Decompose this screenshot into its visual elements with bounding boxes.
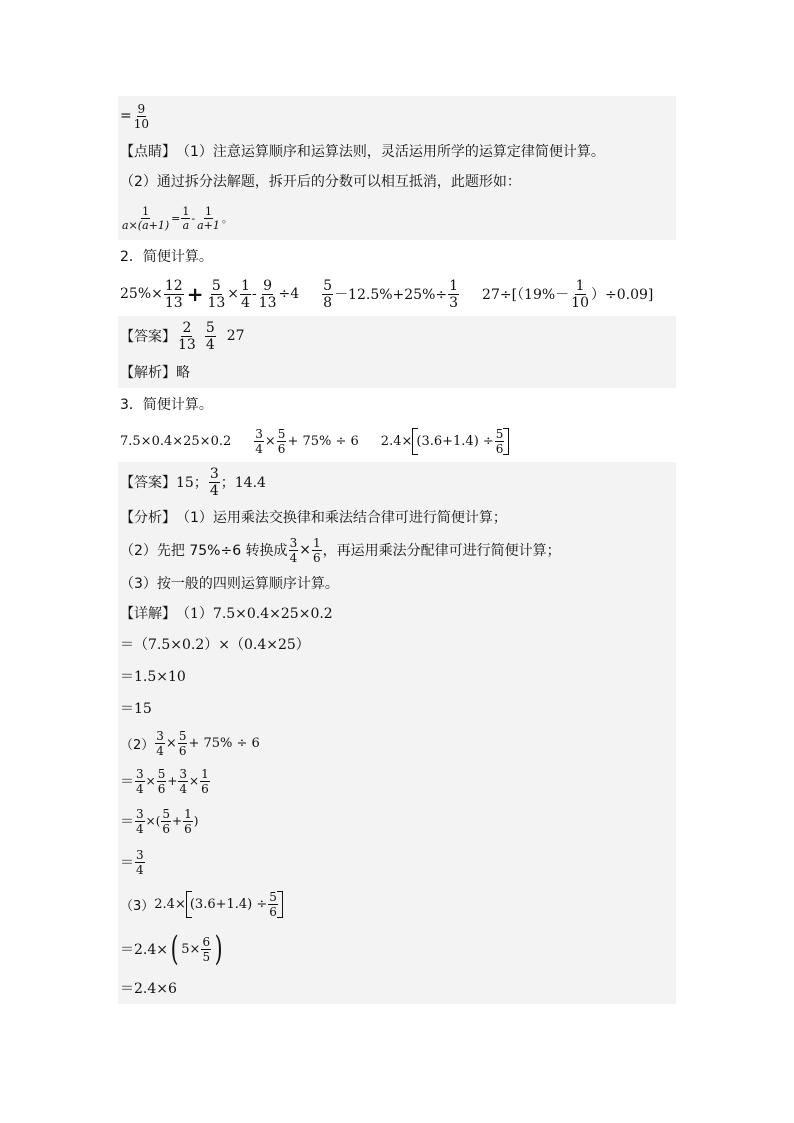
fenxi-line-1 [118, 502, 676, 532]
q2-e1-frac-2 [206, 279, 226, 310]
q2-ans-frac-1 [177, 321, 197, 352]
q3-e1: 7.5×0.4×25×0.2 [120, 433, 232, 449]
q3-e3-inner: (3.6+1.4) ÷ [416, 433, 494, 449]
xj5-end: + 75% ÷ 6 [188, 735, 260, 751]
frac-num: 3 [179, 766, 188, 781]
xiangjie-line-6 [118, 762, 676, 800]
frac-den: 6 [312, 550, 321, 565]
q2-e1-frac-4 [258, 279, 278, 310]
xj10-frac [201, 936, 211, 963]
xj5-frac-2 [178, 730, 188, 757]
q3-e3-a: 2.4× [380, 433, 413, 449]
q3-title-text: 3．简便计算。 [120, 397, 213, 413]
q3-ans-frac [209, 467, 220, 498]
q2-e3-a: 27÷[（19%－ [482, 287, 570, 303]
frac-num: 3 [255, 426, 263, 441]
q3-ans-a: 15； [176, 475, 208, 491]
frac-num: 6 [202, 934, 211, 949]
q3-e2-frac-1 [254, 428, 264, 455]
q2-e1-times: × [227, 286, 240, 302]
frac-num: 5 [178, 728, 187, 743]
result-line [118, 96, 676, 136]
frac-den: 6 [178, 743, 187, 758]
result-eq: = [120, 108, 132, 124]
q3-e2-times: × [264, 433, 276, 449]
xj9-a: （3） [120, 898, 155, 914]
xj9-b: 2.4× [154, 896, 186, 912]
frac-den: 4 [156, 743, 164, 758]
xj8-frac [135, 849, 145, 876]
frac-num: 2 [182, 319, 192, 336]
frac-den: 5 [202, 949, 211, 964]
q2-title [118, 240, 676, 272]
xiangjie-line-11 [118, 972, 676, 1004]
xj10-paren [168, 929, 225, 969]
frac-den: 4 [136, 862, 144, 877]
frac-den: 13 [207, 294, 226, 311]
q3-title [118, 388, 676, 420]
frac-num: 9 [137, 101, 146, 116]
q2-ans-frac-2 [205, 321, 216, 352]
frac-den: 10 [571, 294, 589, 311]
q3-e2-end: + 75% ÷ 6 [287, 433, 359, 449]
frac-den: 6 [201, 781, 209, 796]
q3-e3-frac [495, 428, 505, 455]
xj2: ＝（7.5×0.2）×（0.4×25） [120, 637, 310, 653]
frac-den: 3 [449, 294, 459, 311]
dianjing-line-1 [118, 136, 676, 166]
xj7-a: ×( [145, 814, 161, 828]
frac-den: 4 [205, 336, 215, 353]
left-paren: ( [170, 929, 179, 969]
frac-num: 1 [184, 806, 192, 821]
fenxi-1: （1）运用乘法交换律和乘法结合律可进行简便计算； [176, 510, 507, 526]
frac-num: 1 [204, 204, 212, 218]
xj6-frac-3 [178, 768, 188, 795]
frac-num: 3 [136, 806, 144, 821]
frac-num: 3 [136, 766, 144, 781]
frac-den: 6 [277, 441, 286, 456]
formula-line [118, 196, 676, 240]
xiangjie-line-10 [118, 926, 676, 972]
q2-answer-tag: 【答案】 [120, 329, 176, 345]
xj7-frac-1 [135, 808, 145, 835]
fenxi-line-2 [118, 532, 676, 568]
frac-den: 10 [133, 116, 150, 131]
frac-den: 8 [323, 294, 333, 311]
xj1: （1）7.5×0.4×25×0.2 [176, 606, 333, 622]
xj10-eq: ＝2.4× [120, 942, 168, 958]
frac-num: 3 [289, 535, 298, 550]
q3-e2-frac-2 [277, 428, 287, 455]
frac-den: 4 [136, 821, 144, 836]
frac-num: 3 [209, 465, 219, 482]
q2-e3-frac [570, 279, 590, 310]
xj10-inner: 5× [181, 941, 201, 957]
frac-num: 1 [241, 277, 250, 294]
frac-den: 4 [209, 482, 219, 499]
q2-e2-mid: －12.5%+25%÷ [334, 287, 448, 303]
frac-den: 4 [241, 294, 250, 311]
xj4: ＝15 [120, 701, 152, 717]
xj6-eq: ＝ [120, 774, 134, 790]
q3-expressions [118, 420, 676, 462]
fenxi-frac-1 [289, 537, 299, 564]
q2-e2-frac-2 [448, 279, 459, 310]
xj5-a: （2） [120, 737, 155, 753]
xiangjie-line-9 [118, 882, 676, 926]
fenxi-frac-2 [312, 537, 322, 564]
fenxi-2a: （2）先把 75%÷6 转换成 [120, 543, 288, 559]
q2-e1-frac-3 [240, 279, 251, 310]
xj5-frac-1 [155, 730, 165, 757]
xj9-bracket [186, 891, 283, 918]
frac-num: 1 [312, 535, 321, 550]
fenxi-tag: 【分析】 [120, 510, 176, 526]
frac-num: 1 [142, 204, 150, 218]
formula-minus: - [191, 211, 196, 225]
q2-e2-frac-1 [322, 279, 333, 310]
frac-num: 5 [211, 277, 221, 294]
fenxi-line-3 [118, 568, 676, 598]
q2-jiexi-text: 略 [176, 365, 190, 381]
frac-den: a+1 [197, 218, 220, 232]
xj9-inner: (3.6+1.4) ÷ [189, 896, 268, 912]
formula-frac-3 [196, 206, 221, 231]
q2-title-text: 2．简便计算。 [120, 249, 213, 265]
xj7-frac-3 [183, 808, 193, 835]
frac-den: 6 [184, 821, 192, 836]
xj5-times: × [165, 735, 177, 751]
frac-num: 1 [449, 277, 459, 294]
frac-den: a×(a+1) [122, 218, 170, 232]
q3-e3-bracket [412, 428, 509, 455]
q3-answer [118, 462, 676, 502]
xiangjie-line-5 [118, 724, 676, 762]
q2-ans-3: 27 [226, 328, 245, 344]
frac-den: 6 [495, 441, 504, 456]
xiangjie-line-7 [118, 800, 676, 842]
formula-eq: = [171, 211, 181, 225]
result-fraction [133, 103, 150, 130]
fenxi-times: × [299, 542, 311, 558]
xj6-plus: + [167, 774, 178, 788]
dianjing-text: （1）注意运算顺序和运算法则，灵活运用所学的运算定律简便计算。 [176, 144, 605, 160]
xj6-frac-4 [200, 768, 210, 795]
q2-jiexi [118, 356, 676, 388]
frac-den: 4 [289, 550, 298, 565]
xj6-frac-1 [135, 768, 145, 795]
q2-jiexi-tag: 【解析】 [120, 365, 176, 381]
xiangjie-line-2 [118, 628, 676, 660]
q2-e1-a: 25%× [120, 286, 163, 302]
q2-e1-minus: - [251, 286, 257, 302]
xiangjie-line-4 [118, 692, 676, 724]
frac-den: 6 [269, 904, 277, 919]
dianjing-text-2: （2）通过拆分法解题，拆开后的分数可以相互抵消，此题形如： [120, 174, 521, 190]
xj6-times-2: × [189, 774, 200, 788]
fenxi-3: （3）按一般的四则运算顺序计算。 [120, 576, 339, 592]
frac-den: 6 [162, 821, 171, 836]
xiangjie-tag: 【详解】 [120, 606, 176, 622]
q2-answer [118, 316, 676, 356]
xj11: ＝2.4×6 [120, 981, 177, 997]
xj7-b: ) [193, 814, 199, 828]
frac-num: 5 [269, 889, 277, 904]
xj7-frac-2 [161, 808, 171, 835]
frac-num: 5 [277, 426, 286, 441]
fenxi-2b: ，再运用乘法分配律可进行简便计算； [322, 543, 561, 559]
frac-den: 13 [164, 294, 183, 311]
document-page [118, 96, 676, 1004]
frac-num: 9 [263, 277, 273, 294]
frac-den: 6 [157, 781, 166, 796]
frac-den: 4 [136, 781, 144, 796]
formula-end: 。 [221, 212, 233, 225]
right-paren: ) [214, 929, 223, 969]
frac-num: 12 [164, 277, 183, 294]
formula-frac-2 [181, 206, 190, 231]
frac-num: 5 [495, 426, 504, 441]
xj6-times-1: × [145, 774, 156, 788]
xj7-plus: + [172, 814, 183, 828]
q3-answer-tag: 【答案】 [120, 475, 176, 491]
xiangjie-line-8 [118, 842, 676, 882]
q2-e3-end: ）÷0.09] [591, 287, 654, 303]
frac-den: 4 [179, 781, 188, 796]
xiangjie-line-3 [118, 660, 676, 692]
q2-expressions [118, 272, 676, 316]
q2-e1-end: ÷4 [278, 286, 300, 302]
frac-num: 3 [136, 847, 144, 862]
frac-den: 4 [255, 441, 263, 456]
formula-frac-1 [121, 206, 170, 231]
q3-ans-b: ；14.4 [220, 475, 266, 491]
frac-num: 5 [157, 766, 166, 781]
xj7-eq: ＝ [120, 814, 134, 830]
frac-num: 1 [182, 204, 190, 218]
xj8-eq: ＝ [120, 855, 134, 871]
frac-den: 13 [178, 336, 196, 353]
dianjing-tag: 【点睛】 [120, 144, 176, 160]
frac-num: 5 [323, 277, 333, 294]
xj9-frac [268, 891, 278, 918]
frac-num: 5 [162, 806, 171, 821]
q2-e1-plus: + [186, 282, 204, 306]
xj6-frac-2 [157, 768, 167, 795]
dianjing-line-2 [118, 166, 676, 196]
frac-num: 5 [205, 319, 215, 336]
frac-den: 13 [258, 294, 277, 311]
frac-den: a [182, 218, 190, 232]
frac-num: 1 [575, 277, 585, 294]
frac-num: 1 [201, 766, 209, 781]
xj3: ＝1.5×10 [120, 669, 186, 685]
xiangjie-line-1 [118, 598, 676, 628]
frac-num: 3 [156, 728, 164, 743]
q2-e1-frac-1 [164, 279, 184, 310]
